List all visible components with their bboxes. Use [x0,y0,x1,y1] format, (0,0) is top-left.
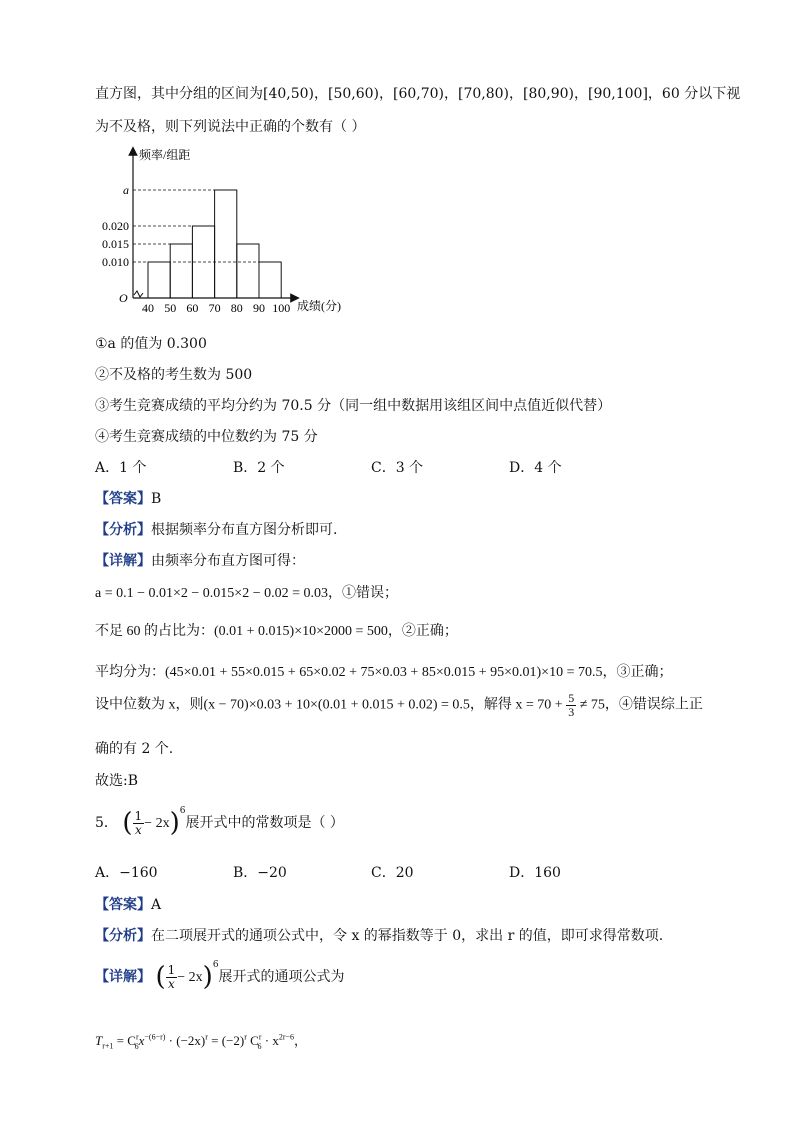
histogram-bar [215,190,237,298]
statement-1: ①a 的值为 0.300 [95,336,207,352]
intro-line-2: 为不及格，则下列说法中正确的个数有（ ） [95,119,366,135]
q5-text: 展开式中的常数项是（ ） [185,815,344,831]
statement-3: ③考生竞赛成绩的平均分约为 70.5 分（同一组中数据用该组区间中点值近似代替） [95,398,612,414]
q4-detail [95,550,305,570]
x-tick-label: 40 [142,301,154,315]
q5-stem: 5． ( $\frac{1}{x}$ − 2x)$^6$展开式中的常数项是（ ） [95,806,344,838]
q5-number: 5． [95,815,118,831]
statement-2: ②不及格的考生数为 500 [95,367,253,383]
histogram-bar [148,262,170,298]
q5-option-d: D．160 [509,865,561,881]
detail-tag: 【详解】 [95,553,151,569]
q5-detail-fraction: $\frac{1}{x}$ [167,962,176,991]
analysis-text: 根据频率分布直方图分析即可. [151,522,338,538]
q5-option-c: C．20 [371,865,414,881]
x-tick-label: 60 [186,301,199,315]
q5-formula: $T_{r+1} = C^r_6x^{-(6-r)} \cdot (-2x)^r = (-2)^r$ $C^r_6 \cdot x^{2r-6}$， [95,1032,308,1051]
detail-text: 由频率分布直方图可得： [151,553,305,569]
q4-calc-2: 不足 60 的占比为：(0.01 + 0.015)×10×2000 = 500，②正确； [95,624,458,639]
q4-option-c: C．3 个 [371,460,424,476]
q4-option-d: D．4 个 [509,460,562,476]
intro-line-1: 直方图，其中分组的区间为[40,50)，[50,60)，[60,70)，[70,80)，[80,90)，[90,100]，60 分以下视 [95,86,741,102]
y-tick-label: 0.010 [102,255,129,269]
answer-value: B [151,491,162,507]
q4-calc-3: 平均分为：(45×0.01 + 55×0.015 + 65×0.02 + 75×0.03 + 85×0.015 + 95×0.01)×10 = 70.5，③正确； [95,665,673,680]
histogram-chart [95,145,355,320]
q5-analysis: 【分析】在二项展开式的通项公式中，令 x 的幂指数等于 0，求出 r 的值，即可求得常数项. [95,928,664,944]
y-tick-label: a [123,183,129,197]
x-tick-label: 90 [253,301,265,315]
x-tick-label: 70 [208,301,221,315]
q4-option-b: B．2 个 [233,460,285,476]
median-text-b: ≠ 75，④错误综上正 [579,697,703,713]
origin-label: O [119,291,128,305]
q4-calc-1: a = 0.1 − 0.01×2 − 0.015×2 − 0.02 = 0.03，①错误； [95,586,398,601]
q4-calc-5: 确的有 2 个. [95,741,174,757]
y-tick-label: 0.015 [102,237,129,251]
x-tick-label: 50 [164,301,177,315]
x-axis-label: 成绩(分) [297,299,341,313]
x-tick-label: 80 [230,301,243,315]
q4-answer [95,488,161,508]
histogram-bar [170,244,192,298]
q4-conclusion: 故选:B [95,773,139,789]
y-tick-label: 0.020 [102,219,129,233]
q5-option-a: A．−160 [95,865,158,881]
q5-detail: 【详解】 ( $\frac{1}{x}$ − 2x)$^6$展开式的通项公式为 [95,960,345,992]
q4-calc-4 [95,692,703,719]
q5-fraction: $\frac{1}{x}$ [134,808,143,837]
analysis-tag: 【分析】 [95,522,151,538]
x-tick-label: 100 [272,301,291,315]
answer-tag: 【答案】 [95,491,151,507]
statement-4: ④考生竞赛成绩的中位数约为 75 分 [95,429,318,445]
q4-analysis [95,519,337,539]
histogram-bar [237,244,259,298]
histogram-bar [259,262,281,298]
q5-option-b: B．−20 [233,865,287,881]
axis-break-mark [134,291,143,297]
median-text-a: 设中位数为 x，则(x − 70)×0.03 + 10×(0.01 + 0.015 + 0.02) = 0.5，解得 x = 70 + [95,697,563,713]
q5-answer: 【答案】A [95,897,162,913]
q4-option-a: A．1 个 [95,460,147,476]
fraction-5-3: $\frac{5}{3}$ [568,691,575,719]
y-axis-label: 频率/组距 [139,148,191,162]
